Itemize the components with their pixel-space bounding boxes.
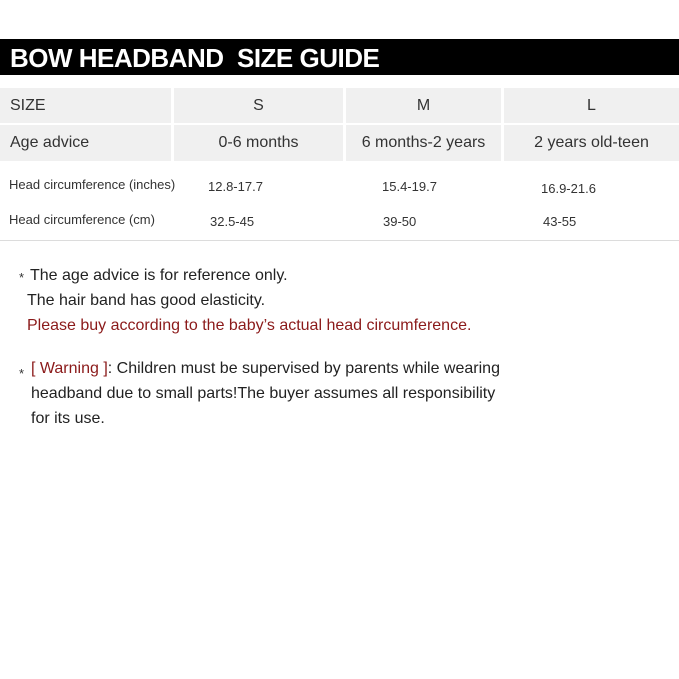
age-label: Age advice (10, 134, 90, 151)
warning-line-3: for its use. (31, 410, 105, 427)
size-label: SIZE (10, 96, 46, 114)
size-m-cell (346, 88, 501, 123)
inches-l: 16.9-21.6 (541, 181, 596, 196)
page-title: BOW HEADBAND SIZE GUIDE (10, 43, 380, 73)
cm-m: 39-50 (383, 214, 417, 229)
warning-line-1 (31, 356, 500, 381)
age-l-cell (504, 125, 679, 161)
age-m-cell (346, 125, 501, 161)
title-bar (0, 39, 679, 75)
size-m: M (416, 96, 431, 114)
inches-row (0, 176, 679, 196)
note-line-2: The hair band has good elasticity. (27, 292, 266, 309)
age-s-cell (174, 125, 343, 161)
warning-line-2: headband due to small parts!The buyer assumes all responsibility (31, 385, 496, 402)
age-s: 0-6 months (218, 134, 299, 151)
warning-text-1: : Children must be supervised by parents while wearing (107, 360, 500, 377)
size-l-cell (504, 88, 679, 123)
warning-label: [ Warning ] (31, 360, 108, 377)
age-l: 2 years old-teen (534, 134, 649, 151)
cm-l: 43-55 (543, 214, 577, 229)
note-bullet-2: * (19, 366, 25, 381)
inches-label: Head circumference (inches) (9, 177, 176, 192)
age-m: 6 months-2 years (361, 134, 486, 151)
age-label-cell (0, 125, 171, 161)
inches-s: 12.8-17.7 (208, 179, 263, 194)
note-line-3: Please buy according to the baby’s actual head circumference. (27, 317, 472, 334)
size-s: S (253, 96, 264, 114)
cm-row (0, 211, 679, 231)
cm-s: 32.5-45 (210, 214, 255, 229)
age-row (0, 125, 679, 161)
inches-m: 15.4-19.7 (382, 179, 437, 194)
size-label-cell (0, 88, 171, 123)
size-header-row (0, 88, 679, 123)
note-line-1: The age advice is for reference only. (30, 267, 288, 284)
size-l: L (587, 96, 596, 114)
cm-label: Head circumference (cm) (9, 212, 155, 227)
size-s-cell (174, 88, 343, 123)
table-divider (0, 240, 679, 241)
note-bullet-1: * (19, 270, 25, 285)
